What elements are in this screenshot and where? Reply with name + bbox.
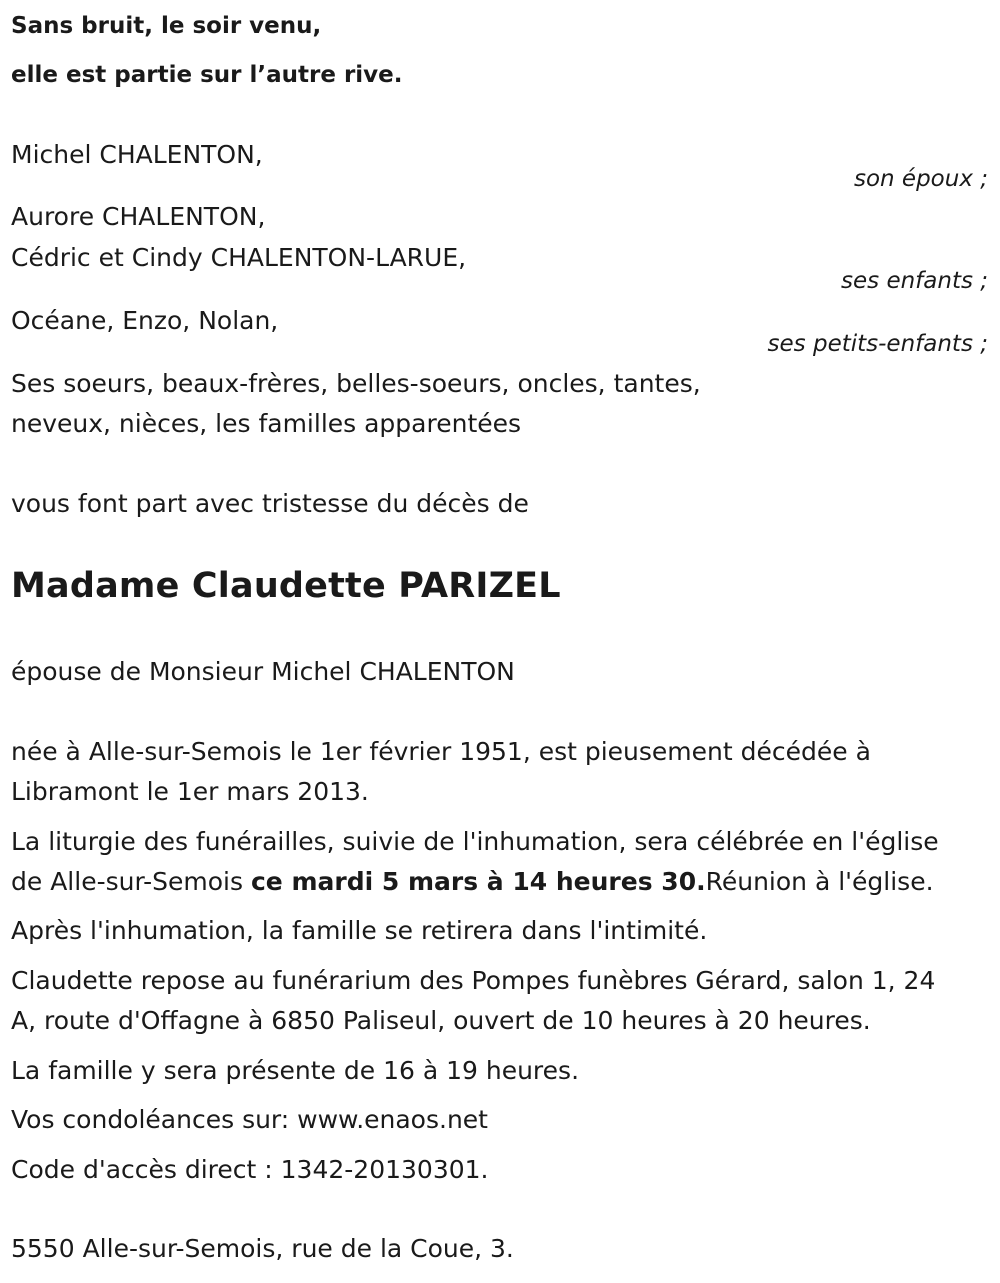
birth-death-line-2: Libramont le 1er mars 2013. [11,777,369,806]
spouse-relation: son époux ; [853,166,988,192]
epitaph-line-2: elle est partie sur l’autre rive. [11,62,403,88]
access-code-text: Code d'accès direct : 1342-20130301. [11,1155,489,1184]
child-name-2: Cédric et Cindy CHALENTON-LARUE, [11,243,467,272]
funeral-line-1: La liturgie des funérailles, suivie de l'inhumation, sera célébrée en l'église [11,827,939,856]
birth-death-line-1: née à Alle-sur-Semois le 1er février 1951, est pieusement décédée à [11,737,871,766]
family-presence-text: La famille y sera présente de 16 à 19 heures. [11,1056,580,1085]
funeral-meeting-text: Réunion à l'église. [705,867,934,896]
deceased-name: Madame Claudette PARIZEL [11,566,561,606]
announcement-text: vous font part avec tristesse du décès de [11,489,529,518]
other-relatives-line-1: Ses soeurs, beaux-frères, belles-soeurs, oncles, tantes, [11,369,701,398]
epitaph-line-1: Sans bruit, le soir venu, [11,13,322,39]
funeral-datetime: ce mardi 5 mars à 14 heures 30. [250,867,706,896]
other-relatives-line-2: neveux, nièces, les familles apparentées [11,409,522,438]
spouse-name: Michel CHALENTON, [11,140,263,169]
after-burial-text: Après l'inhumation, la famille se retirera dans l'intimité. [11,916,708,945]
funeral-line-2 [11,867,934,897]
rest-line-1: Claudette repose au funérarium des Pompes funèbres Gérard, salon 1, 24 [11,966,936,995]
rest-line-2: A, route d'Offagne à 6850 Paliseul, ouvert de 10 heures à 20 heures. [11,1006,871,1035]
spouse-of-text: épouse de Monsieur Michel CHALENTON [11,657,515,686]
child-name-1: Aurore CHALENTON, [11,202,266,231]
condolences-text: Vos condoléances sur: www.enaos.net [11,1105,488,1134]
grandchildren-names: Océane, Enzo, Nolan, [11,306,279,335]
address-text: 5550 Alle-sur-Semois, rue de la Coue, 3. [11,1234,514,1263]
funeral-place-text: de Alle-sur-Semois [11,867,251,896]
grandchildren-relation: ses petits-enfants ; [767,331,988,357]
children-relation: ses enfants ; [841,268,988,294]
